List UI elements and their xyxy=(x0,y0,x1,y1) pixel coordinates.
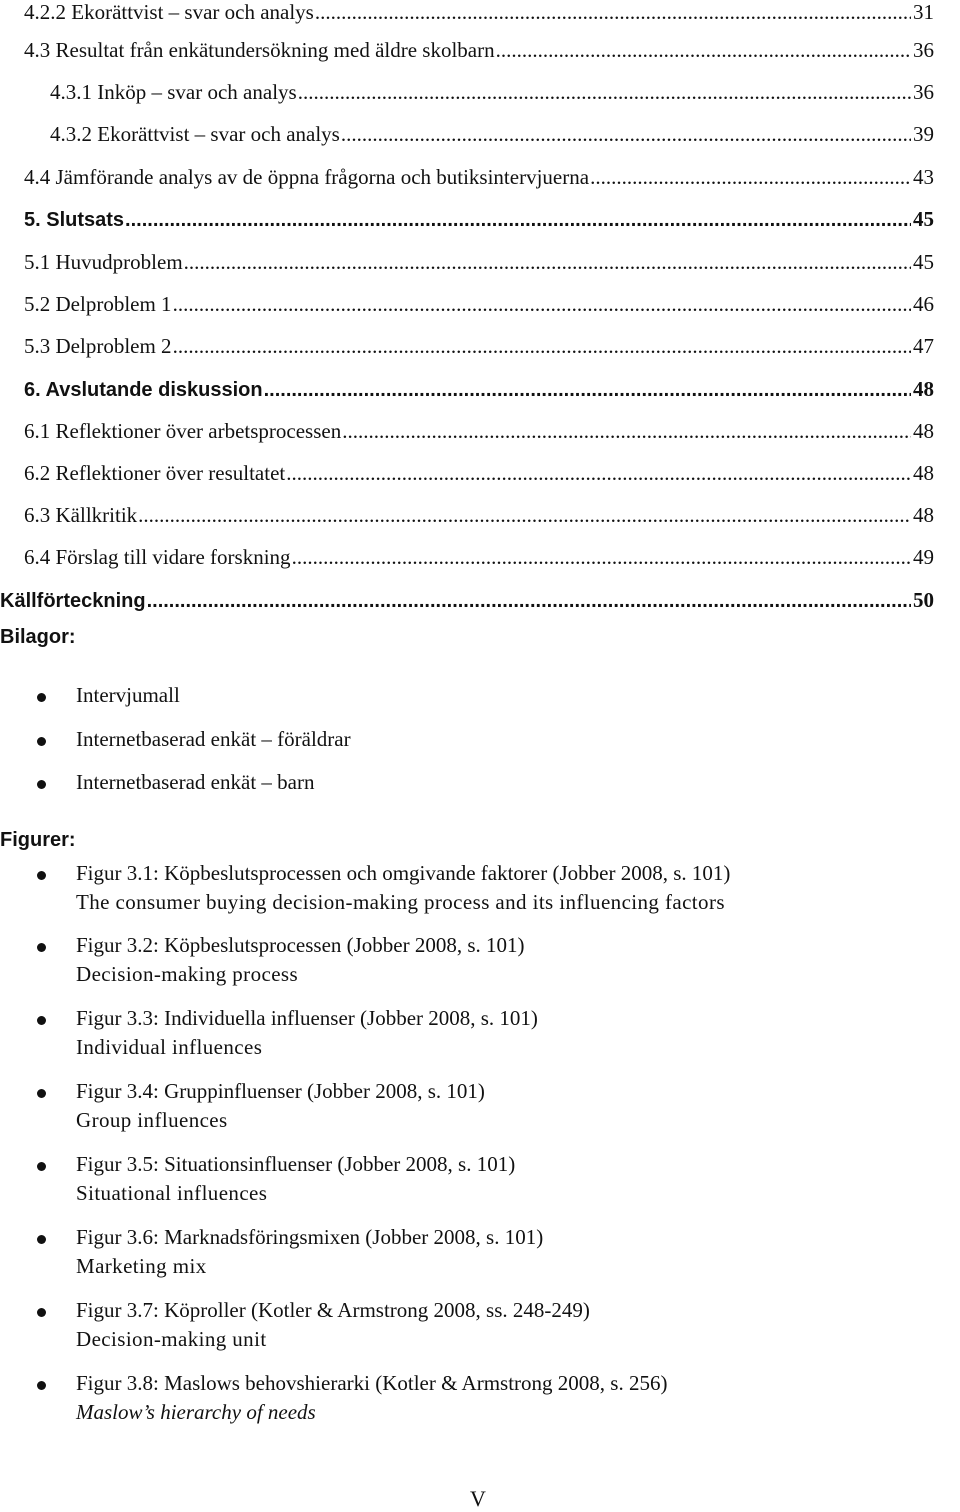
bullet-icon xyxy=(37,1308,46,1317)
bullet-icon xyxy=(37,1235,46,1244)
bullet-icon xyxy=(37,1381,46,1390)
toc-entry[interactable]: 6.1 Reflektioner över arbetsprocessen ..... 48 xyxy=(0,419,960,449)
toc-entry[interactable]: 4.2.2 Ekorättvist – svar och analys ..... 31 xyxy=(0,0,960,30)
bullet-icon xyxy=(37,693,46,702)
toc-entry[interactable]: 4.4 Jämförande analys av de öppna frågorna och butiksintervjuerna ..... 43 xyxy=(0,165,960,195)
bullet-icon xyxy=(37,1016,46,1025)
bullet-icon xyxy=(37,737,46,746)
toc-entry[interactable]: 5.3 Delproblem 2 ..... 47 xyxy=(0,334,960,364)
toc-entry[interactable]: Källförteckning ..... 50 xyxy=(0,588,960,618)
bullet-icon xyxy=(37,943,46,952)
page-number: V xyxy=(470,1486,486,1511)
toc-entry[interactable]: 5.1 Huvudproblem ..... 45 xyxy=(0,250,960,280)
toc-entry[interactable]: 4.3.1 Inköp – svar och analys ..... 36 xyxy=(0,80,960,110)
toc-entry[interactable]: 5.2 Delproblem 1 ..... 46 xyxy=(0,292,960,322)
bilagor-heading: Bilagor: xyxy=(0,626,76,648)
toc-entry[interactable]: 6.4 Förslag till vidare forskning ..... 49 xyxy=(0,545,960,575)
bullet-icon xyxy=(37,1089,46,1098)
bullet-icon xyxy=(37,780,46,789)
figurer-heading: Figurer: xyxy=(0,829,76,851)
toc-entry[interactable]: 4.3 Resultat från enkätundersökning med äldre skolbarn ..... 36 xyxy=(0,38,960,68)
toc-entry[interactable]: 6. Avslutande diskussion ..... 48 xyxy=(0,377,960,407)
toc-entry[interactable]: 6.3 Källkritik ..... 48 xyxy=(0,503,960,533)
toc-entry[interactable]: 5. Slutsats ..... 45 xyxy=(0,207,960,237)
bullet-icon xyxy=(37,1162,46,1171)
bullet-icon xyxy=(37,871,46,880)
document-page: 4.2.2 Ekorättvist – svar och analys ..... 31 4.3 Resultat från enkätundersökning med äldre skolbarn ..... 36 4.3.1 Inköp – svar och analys ..... 36 4.3.2 Ekorättvist – svar och analys ..... 39 4.4 Jämförande analys av de öppna frågorna och butiksintervjuerna ..... 43 5. Slutsats ..... 45 5.1 Huvudproblem ..... 45 5.2 Delproblem 1 ..... 46 5.3 Delproblem 2 ..... 47 6. Avslutande diskussion ..... 48 6.1 Reflektioner över arbetsprocessen ..... 48 6.2 Reflektioner över resultatet ..... 48 6.3 Källkritik ..... 48 6.4 Förslag till vidare forskning ..... 49 Källförteckning ..... 50 Bilagor: Intervjumall Internetbaserad enkät – föräldrar Internetbaserad enkät – barn Figurer: Figur 3.1: Köpbeslutsprocessen och omgivande faktorer (Jobber 2008, s. 101) The consumer buying decision-making process and its influencing factors Figur 3.2: Köpbeslutsprocessen (Jobber 2008, s. 101) Decision-making process Figur 3.3: Individuella influenser (Jobber 2008, s. 101) Individual influences Figur 3.4: Gruppinfluenser (Jobber 2008, s. 101) Group influences Figur 3.5: Situationsinfluenser (Jobber 2008, s. 101) Situational influences Figur 3.6: Marknadsföringsmixen (Jobber 2008, s. 101) Marketing mix Figur 3.7: Köproller (Kotler & Armstrong 2008, ss. 248-249) Decision-making unit Figur 3.8: Maslows behovshierarki (Kotler & Armstrong 2008, s. 256) Maslow’s hierarchy of needs V xyxy=(0,0,960,1509)
toc-entry[interactable]: 6.2 Reflektioner över resultatet ..... 48 xyxy=(0,461,960,491)
toc-entry[interactable]: 4.3.2 Ekorättvist – svar och analys ..... 39 xyxy=(0,122,960,152)
